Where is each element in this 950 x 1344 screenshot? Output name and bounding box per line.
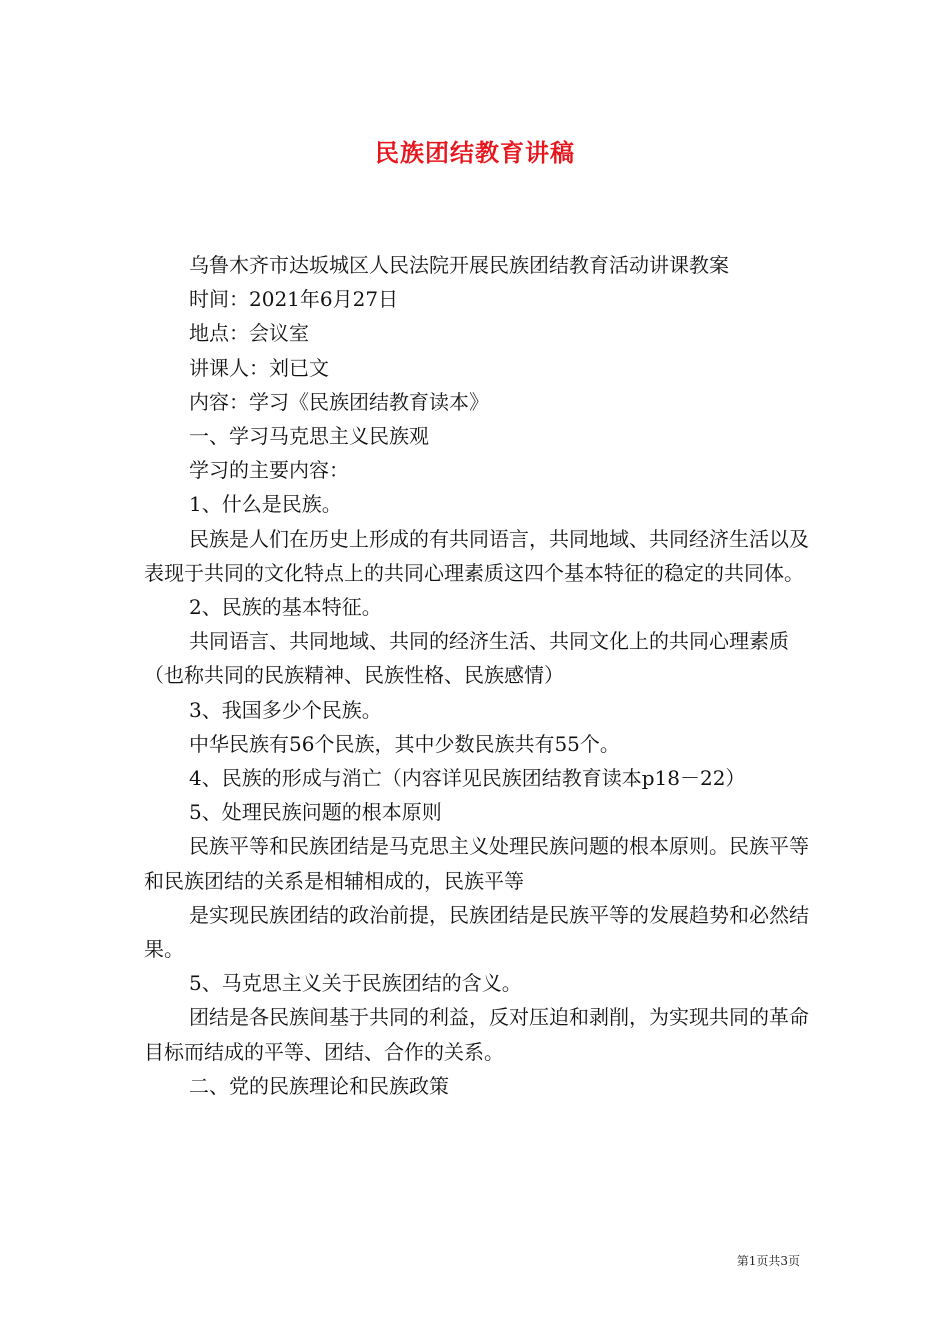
paragraph: 3、我国多少个民族。: [189, 697, 382, 722]
paragraph: 乌鲁木齐市达坂城区人民法院开展民族团结教育活动讲课教案: [189, 253, 729, 277]
paragraph: 时间：2021年6月27日: [189, 287, 399, 312]
paragraph: 团结是各民族间基于共同的利益，反对压迫和剥削，为实现共同的革命目标而结成的平等、团结、合作的关系。: [144, 1005, 809, 1064]
document-title: 民族团结教育讲稿: [375, 138, 575, 167]
paragraph: 4、民族的形成与消亡（内容详见民族团结教育读本p18－22）: [189, 766, 746, 791]
paragraph: 学习的主要内容：: [189, 458, 349, 483]
paragraph: 地点：会议室: [189, 321, 309, 346]
document-body: [144, 248, 809, 1103]
paragraph: 5、马克思主义关于民族团结的含义。: [189, 971, 522, 996]
paragraph: 中华民族有56个民族，其中少数民族共有55个。: [189, 731, 620, 756]
paragraph: 2、民族的基本特征。: [189, 595, 382, 620]
paragraph: 内容：学习《民族团结教育读本》: [189, 389, 489, 414]
paragraph: 讲课人：刘已文: [189, 355, 329, 380]
paragraph: 二、党的民族理论和民族政策: [189, 1073, 449, 1098]
paragraph: 民族平等和民族团结是马克思主义处理民族问题的根本原则。民族平等和民族团结的关系是相辅相成的，民族平等: [144, 834, 809, 893]
page-number: 第1页共3页: [736, 1254, 800, 1268]
paragraph: 5、处理民族问题的根本原则: [189, 800, 442, 825]
paragraph: 一、学习马克思主义民族观: [189, 424, 429, 449]
paragraph: 1、什么是民族。: [189, 492, 342, 517]
paragraph: 民族是人们在历史上形成的有共同语言，共同地域、共同经济生活以及表现于共同的文化特点上的共同心理素质这四个基本特征的稳定的共同体。: [144, 526, 809, 585]
paragraph: 共同语言、共同地域、共同的经济生活、共同文化上的共同心理素质（也称共同的民族精神、民族性格、民族感情）: [144, 629, 789, 688]
paragraph: 是实现民族团结的政治前提，民族团结是民族平等的发展趋势和必然结果。: [144, 902, 809, 962]
